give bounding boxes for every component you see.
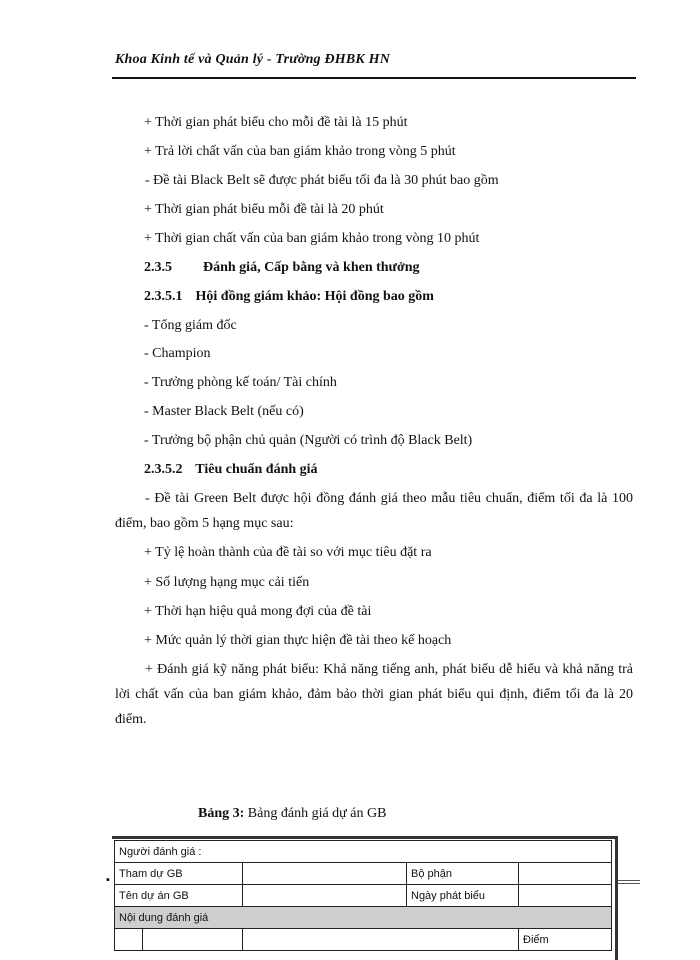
header-rule — [112, 77, 636, 79]
council-item: - Trưởng phòng kế toán/ Tài chính — [144, 375, 337, 390]
table-row — [115, 863, 612, 885]
criteria-item: + Số lượng hạng mục cải tiến — [144, 575, 310, 590]
line-5: + Thời gian chất vấn của ban giám khảo trong vòng 10 phút — [144, 231, 480, 246]
evaluation-table — [112, 836, 618, 960]
table-row — [115, 841, 612, 863]
table-row — [115, 907, 612, 929]
section-number: 2.3.5.2 — [144, 462, 183, 477]
participant-label: Tham dự GB — [115, 863, 243, 885]
section-title: Hội đồng giám khảo: Hội đồng bao gồm — [195, 289, 434, 304]
right-rule-mark — [618, 880, 640, 884]
content-header: Nội dung đánh giá — [115, 907, 612, 929]
evaluation-table-grid — [114, 840, 612, 951]
section-2-3-5-1 — [144, 288, 434, 306]
participant-value — [243, 863, 407, 885]
line-3: - Đề tài Black Belt sẽ được phát biểu tối đa là 30 phút bao gồm — [145, 173, 499, 188]
line-4: + Thời gian phát biểu mỗi đề tài là 20 phút — [144, 202, 384, 217]
line-2: + Trả lời chất vấn của ban giám khảo trong vòng 5 phút — [144, 144, 456, 159]
present-date-label: Ngày phát biểu — [407, 885, 519, 907]
line-1: + Thời gian phát biểu cho mỗi đề tài là 15 phút — [144, 115, 408, 130]
department-label: Bộ phận — [407, 863, 519, 885]
table-cell — [115, 929, 143, 951]
score-header: Điểm — [519, 929, 612, 951]
section-number: 2.3.5 — [144, 260, 172, 275]
section-number: 2.3.5.1 — [144, 289, 183, 304]
criteria-intro: - Đề tài Green Belt được hội đồng đánh giá theo mẫu tiêu chuẩn, điểm tối đa là 100 điểm, bao gồm 5 hạng mục sau: — [115, 491, 633, 531]
table-caption — [198, 806, 386, 822]
criteria-item: + Mức quản lý thời gian thực hiện đề tài theo kế hoạch — [144, 633, 452, 648]
criteria-item: + Thời hạn hiệu quả mong đợi của đề tài — [144, 604, 372, 619]
table-cell — [243, 929, 519, 951]
table-row — [115, 929, 612, 951]
section-title: Đánh giá, Cấp bằng và khen thưởng — [203, 260, 420, 275]
section-2-3-5-2 — [144, 461, 318, 479]
section-title: Tiêu chuẩn đánh giá — [195, 462, 318, 477]
caption-text: Bảng đánh giá dự án GB — [244, 806, 387, 821]
department-value — [519, 863, 612, 885]
council-item: - Champion — [144, 346, 211, 361]
left-dot-mark: ▪ — [106, 874, 110, 886]
table-cell — [143, 929, 243, 951]
project-name-label: Tên dự án GB — [115, 885, 243, 907]
council-item: - Master Black Belt (nếu có) — [144, 404, 304, 419]
project-name-value — [243, 885, 407, 907]
criteria-last: + Đánh giá kỹ năng phát biểu: Khả năng tiếng anh, phát biểu dễ hiểu và khả năng trả lời chất vấn của ban giám khảo, đảm bảo thời gian phát biểu qui định, điểm tối đa là 20 điểm. — [115, 662, 633, 727]
header-title: Khoa Kinh tế và Quản lý - Trường ĐHBK HN — [115, 52, 391, 67]
section-2-3-5 — [144, 259, 420, 277]
criteria-item: + Tỷ lệ hoàn thành của đề tài so với mục tiêu đặt ra — [144, 545, 432, 560]
caption-label: Bảng 3: — [198, 806, 245, 821]
present-date-value — [519, 885, 612, 907]
table-row — [115, 885, 612, 907]
council-item: - Trưởng bộ phận chủ quản (Người có trình độ Black Belt) — [144, 433, 473, 448]
council-item: - Tổng giám đốc — [144, 318, 237, 333]
evaluator-cell: Người đánh giá : — [115, 841, 612, 863]
